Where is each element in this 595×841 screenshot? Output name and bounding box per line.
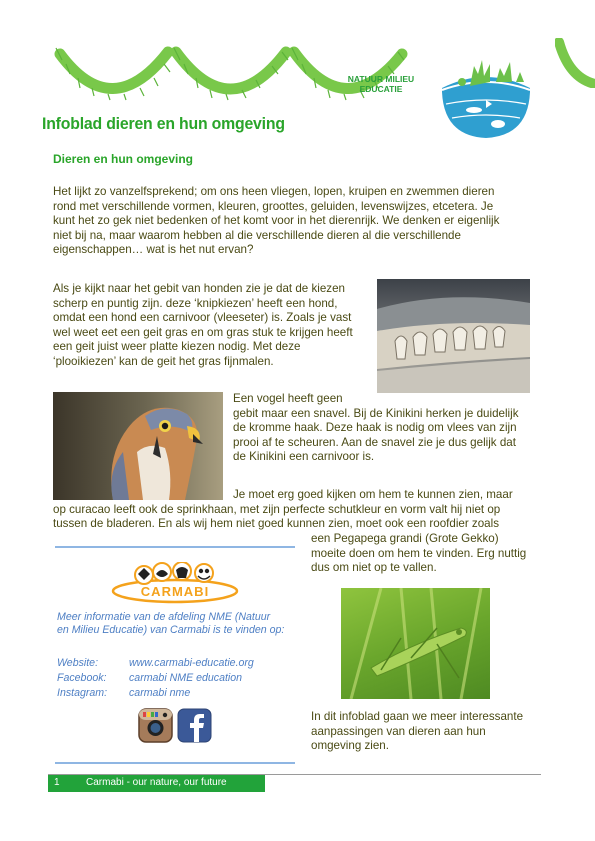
teeth-paragraph (53, 282, 373, 370)
facebook-label: Facebook: (57, 671, 107, 684)
text-line: ‘plooikiezen’ kan de geit het gras fijnmalen. (53, 354, 274, 368)
jaw-photo (377, 279, 530, 393)
nme-logo-emblem (440, 52, 532, 138)
text-line: prooi af te scheuren. Aan de snavel zie je dus gelijk dat (233, 435, 516, 449)
kinikini-photo (53, 392, 223, 500)
article-subtitle: Dieren en hun omgeving (53, 152, 194, 166)
text-line: gebit maar een snavel. Bij de Kinikini herken je duidelijk (233, 406, 519, 420)
info-links (57, 657, 302, 700)
text-line: dus om niet op te vallen. (311, 561, 437, 575)
info-box-bottom-rule (55, 762, 295, 764)
facebook-row (57, 672, 302, 685)
grasshopper-paragraph (53, 488, 543, 532)
info-text (57, 611, 302, 637)
header-arch-right (555, 38, 595, 88)
text-line: aanpassingen van dieren aan hun (311, 724, 486, 738)
nme-logo-line2: EDUCATIE (359, 84, 403, 94)
text-line: op curacao leeft ook de sprinkhaan, met zijn perfecte schutkleur en vorm valt hij niet op (53, 502, 501, 516)
text-line: omgeving zien. (311, 739, 389, 753)
text-line: kunt het zo gek niet bedenken of het komt voor in het dierenrijk. We denken er eigenlijk (53, 214, 500, 228)
instagram-link[interactable]: carmabi nme (129, 686, 191, 699)
text-line: tussen de bladeren. En als wij hem niet goed kunnen zien, moet ook een roofdier zoals (53, 517, 499, 531)
info-line: en Milieu Educatie) van Carmabi is te vinden op: (57, 624, 285, 637)
text-line: scherp en puntig zijn. deze ‘knipkiezen’ heeft een hond, (53, 296, 338, 310)
instagram-label: Instagram: (57, 686, 108, 699)
text-line: rond met verschillende vormen, kleuren, groottes, geluiden, levenswijzes, etcetera. Je (53, 199, 494, 213)
intro-paragraph (53, 185, 543, 258)
text-line: Een vogel heeft geen (233, 392, 343, 405)
website-label: Website: (57, 657, 99, 669)
facebook-link[interactable]: carmabi NME education (129, 671, 243, 684)
page-title: Infoblad dieren en hun omgeving (42, 114, 285, 133)
carmabi-logo-text: CARMABI (140, 584, 210, 599)
info-box-top-rule (55, 546, 295, 548)
text-line: niet bij na, maar waarom hebben al die verschillende dieren al die verschillende (53, 228, 461, 242)
closing-paragraph (311, 710, 551, 754)
text-line: eigenschappen… wat is het nut ervan? (53, 243, 254, 257)
text-line: In dit infoblad gaan we meer interessante (311, 710, 524, 723)
instagram-row (57, 687, 302, 700)
carmabi-logo (110, 562, 240, 604)
nme-logo-text (336, 74, 426, 94)
nme-logo-line1: NATUUR MILIEU (347, 74, 415, 84)
text-line: wel weet eet een geit gras en om gras stuk te krijgen heeft (53, 325, 353, 339)
text-line: Je moet erg goed kijken om hem te kunnen zien, maar (233, 488, 513, 501)
text-line: de Kinikini een carnivoor is. (233, 450, 375, 464)
facebook-icon[interactable] (177, 708, 212, 743)
text-line: de kromme haak. Deze haak is nodig om vlees van zijn (233, 421, 517, 435)
text-line: Als je kijkt naar het gebit van honden zie je dat de kiezen (53, 282, 345, 295)
info-line: Meer informatie van de afdeling NME (Natuur (57, 611, 271, 623)
instagram-icon[interactable] (138, 708, 173, 743)
bird-paragraph (233, 392, 543, 465)
text-line: een Pegapega grandi (Grote Gekko) (311, 532, 499, 545)
text-line: een geit juist weer platte kiezen nodig. Met deze (53, 340, 301, 354)
text-line: omdat een hond een carnivoor (vleeseter) is. Zoals je vast (53, 311, 352, 325)
grasshopper-photo (341, 588, 490, 699)
text-line: Het lijkt zo vanzelfsprekend; om ons heen vliegen, lopen, kruipen en zwemmen dieren (53, 185, 495, 198)
footer-text: Carmabi - our nature, our future (86, 777, 227, 788)
grasshopper-paragraph-cont (311, 532, 551, 576)
website-link[interactable]: www.carmabi-educatie.org (129, 657, 254, 669)
website-row (57, 657, 302, 670)
text-line: moeite doen om hem te vinden. Erg nuttig (311, 546, 527, 560)
footer-page-number: 1 (54, 777, 60, 788)
